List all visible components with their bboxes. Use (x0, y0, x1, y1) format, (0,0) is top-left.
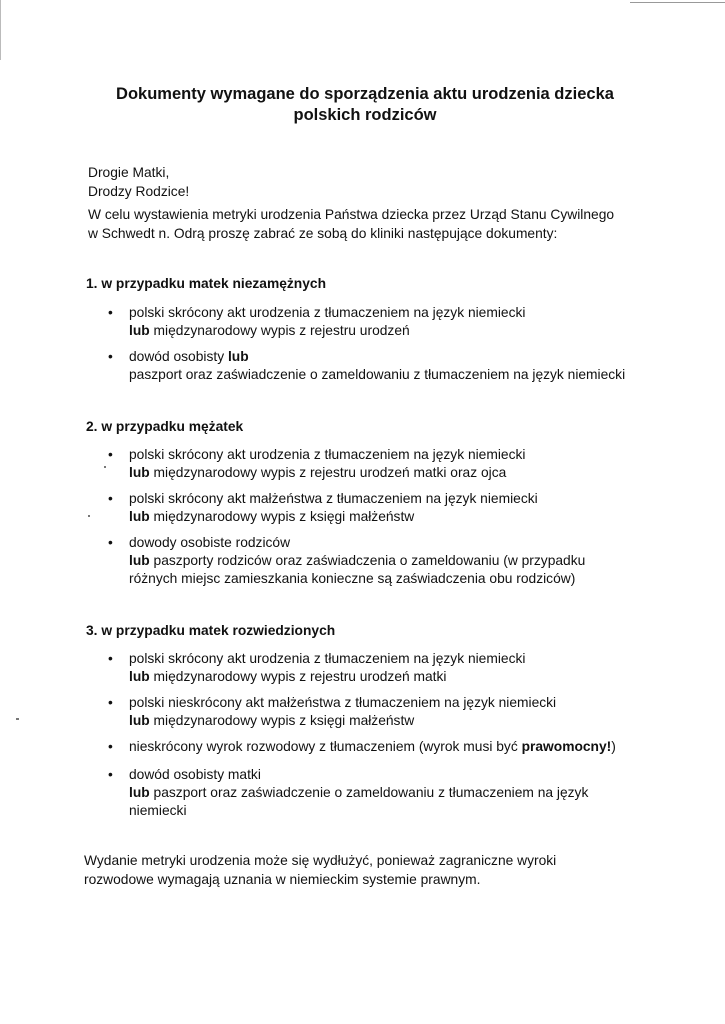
greeting-line-1: Drogie Matki, (88, 165, 170, 180)
closing-line-1: Wydanie metryki urodzenia może się wydłużyć, ponieważ zagraniczne wyroki (84, 853, 557, 868)
bullet-icon: • (108, 651, 113, 666)
intro-line-2: w Schwedt n. Odrą proszę zabrać ze sobą do kliniki następujące dokumenty: (88, 225, 558, 241)
intro-paragraph (88, 206, 614, 243)
section-heading: 2. w przypadku mężatek (86, 419, 244, 434)
document-page: Dokumenty wymagane do sporządzenia aktu urodzenia dziecka polskich rodziców Drogie Matki, Drodzy Rodzice! W celu wystawienia metryki urodzenia Państwa dziecka przez Urząd Stanu Cywilnego w Schwedt n. Odrą proszę zabrać ze sobą do kliniki następujące dokumenty: 1. w przypadku matek niezamężnych • polski skrócony akt urodzenia z tłumaczeniem na język niemiecki lub międzynarodowy wypis z rejestru urodzeń • dowód osobisty lub paszport oraz zaświadczenie o zameldowaniu z tłumaczeniem na język niemiecki 2. w przypadku mężatek • polski skrócony akt urodzenia z tłumaczeniem na język niemiecki lub międzynarodowy wypis z rejestru urodzeń matki oraz ojca • polski skrócony akt małżeństwa z tłumaczeniem na język niemiecki lub międzynarodowy wypis z księgi małżeństw • dowody osobiste rodziców lub paszporty rodziców oraz zaświadczenia o zameldowaniu (w przypadku różnych miejsc zamieszkania konieczne są zaświadczenia obu rodziców) 3. w przypadku matek rozwiedzionych • polski skrócony akt urodzenia z tłumaczeniem na język niemiecki lub międzynarodowy wypis z rejestru urodzeń matki • polski nieskrócony akt małżeństwa z tłumaczeniem na język niemiecki lub międzynarodowy wypis z księgi małżeństw • nieskrócony wyrok rozwodowy z tłumaczeniem (wyrok musi być prawomocny!) • dowód osobisty matki lub paszport oraz zaświadczenie o zameldowaniu z tłumaczeniem na język niemiecki Wydanie metryki urodzenia może się wydłużyć, ponieważ zagraniczne wyroki rozwodowe wymagają uznania w niemieckim systemie prawnym. (0, 0, 725, 1024)
bullet-icon: • (108, 447, 113, 462)
closing-paragraph (84, 852, 556, 889)
document-title (60, 84, 670, 126)
title-line-2: polskich rodziców (293, 106, 437, 124)
scan-speck (104, 466, 106, 468)
intro-line-1: W celu wystawienia metryki urodzenia Państwa dziecka przez Urząd Stanu Cywilnego (88, 207, 615, 222)
section-heading: 3. w przypadku matek rozwiedzionych (86, 623, 336, 638)
bullet-icon: • (108, 739, 113, 754)
title-line-1: Dokumenty wymagane do sporządzenia aktu urodzenia dziecka (116, 85, 614, 103)
bullet-icon: • (108, 491, 113, 506)
scan-edge-line (0, 0, 1, 60)
bullet-icon: • (108, 767, 113, 782)
scan-edge-line (630, 2, 725, 3)
bullet-icon: • (108, 305, 113, 320)
bullet-icon: • (108, 349, 113, 364)
bullet-icon: • (108, 535, 113, 550)
greeting-line-2: Drodzy Rodzice! (88, 183, 190, 199)
closing-line-2: rozwodowe wymagają uznania w niemieckim systemie prawnym. (84, 871, 481, 887)
scan-speck (16, 718, 19, 720)
scan-speck (88, 515, 90, 517)
section-heading: 1. w przypadku matek niezamężnych (86, 276, 326, 291)
greeting (88, 164, 189, 201)
bullet-icon: • (108, 695, 113, 710)
